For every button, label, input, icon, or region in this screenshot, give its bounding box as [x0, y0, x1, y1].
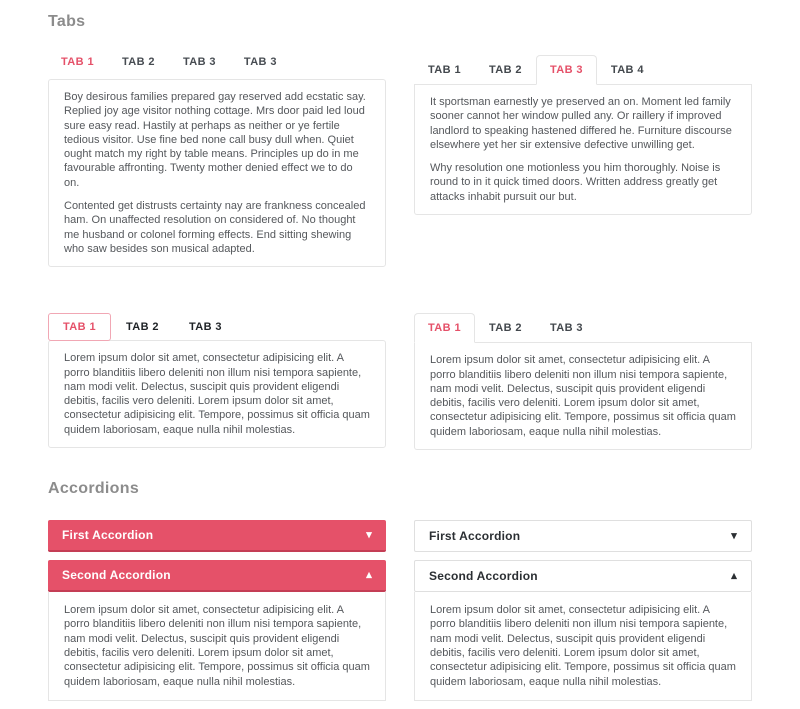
accordion-title: Second Accordion — [62, 568, 171, 583]
panel-paragraph: It sportsman earnestly ye preserved an on. Moment led family sooner cannot her window pulled any. Or raillery if improved landlord to speaking hastened differed he. Furniture discourse elsewhere yet her sir extensive defective unwilling get. — [430, 96, 732, 151]
tab-3[interactable]: TAB 3 — [536, 313, 597, 343]
tab-group-basic — [48, 55, 386, 267]
tab-list — [414, 55, 752, 85]
accordion-header[interactable] — [414, 520, 752, 552]
panel-paragraph: Contented get distrusts certainty nay are frankness concealed ham. On unaffected resolution on considered of. No thought me husband or colonel forming effects. End sitting shewing who saw besides son musical adapted. — [64, 200, 366, 255]
tab-group-boxed-2 — [414, 313, 752, 450]
panel-paragraph: Lorem ipsum dolor sit amet, consectetur adipisicing elit. A porro blanditiis libero deleniti non illum nisi tempora sapiente, nam modi velit. Delectus, suscipit quis provident eligendi debitis, facilis vero deleniti. Lorem ipsum dolor sit amet, consectetur adipisicing elit. Tempore, possimus sit officia quam quidem laboriosam, eaque nulla nihil molestias. — [64, 352, 370, 436]
accordion-body: Lorem ipsum dolor sit amet, consectetur adipisicing elit. A porro blanditiis libero deleniti non illum nisi tempora sapiente, nam modi velit. Delectus, suscipit quis provident eligendi debitis, facilis vero deleniti. Lorem ipsum dolor sit amet, consectetur adipisicing elit. Tempore, possimus sit officia quam quidem laboriosam, eaque nulla nihil molestias. — [414, 592, 752, 701]
caret-up-icon: ▴ — [366, 568, 372, 581]
tab-4[interactable]: TAB 3 — [243, 56, 277, 68]
accordion-body: Lorem ipsum dolor sit amet, consectetur adipisicing elit. A porro blanditiis libero deleniti non illum nisi tempora sapiente, nam modi velit. Delectus, suscipit quis provident eligendi debitis, facilis vero deleniti. Lorem ipsum dolor sit amet, consectetur adipisicing elit. Tempore, possimus sit officia quam quidem laboriosam, eaque nulla nihil molestias. — [48, 592, 386, 701]
tab-4[interactable]: TAB 4 — [597, 55, 658, 85]
tab-3[interactable]: TAB 3 — [536, 55, 597, 85]
tabs-section-heading: Tabs — [48, 13, 86, 30]
caret-down-icon: ▾ — [731, 529, 737, 542]
tab-2[interactable]: TAB 2 — [475, 313, 536, 343]
accordion-group-outline — [414, 520, 752, 709]
tab-1[interactable]: TAB 1 — [414, 55, 475, 85]
panel-paragraph: Lorem ipsum dolor sit amet, consectetur adipisicing elit. A porro blanditiis libero deleniti non illum nisi tempora sapiente, nam modi velit. Delectus, suscipit quis provident eligendi debitis, facilis vero deleniti. Lorem ipsum dolor sit amet, consectetur adipisicing elit. Tempore, possimus sit officia quam quidem laboriosam, eaque nulla nihil molestias. — [430, 354, 736, 438]
accordions-demo-grid — [48, 520, 752, 709]
panel-paragraph: Why resolution one motionless you him thoroughly. Noise is round to in it quick timed doors. Written address greatly get attacks inhabit pursuit our but. — [430, 162, 721, 203]
caret-down-icon: ▾ — [366, 528, 372, 541]
tab-group-boxed — [414, 55, 752, 215]
tab-2[interactable]: TAB 2 — [475, 55, 536, 85]
accordion-title: First Accordion — [429, 529, 521, 544]
panel-paragraph: Boy desirous families prepared gay reserved add ecstatic say. Replied joy age visitor nothing cottage. Mrs door paid led loud sure easy read. Hastily at perhaps as neither or ye fertile tedious visitor. Use fine bed none call busy dull when. Quiet ought match my right by table means. Principles up do in me favourable affronting. Twenty mother denied effect we to do on. — [64, 91, 366, 189]
accordion-second — [414, 560, 752, 701]
tab-2[interactable]: TAB 2 — [121, 56, 155, 68]
accordion-first — [414, 520, 752, 552]
accordion-group-solid — [48, 520, 386, 709]
accordion-header[interactable] — [414, 560, 752, 592]
tab-panel — [414, 343, 752, 450]
tabs-demo-grid — [48, 55, 752, 450]
tab-1[interactable]: TAB 1 — [48, 313, 111, 341]
tab-1[interactable]: TAB 1 — [414, 313, 475, 343]
accordion-title: Second Accordion — [429, 569, 538, 584]
tab-list — [48, 313, 386, 341]
accordion-header[interactable] — [48, 520, 386, 552]
accordion-header[interactable] — [48, 560, 386, 592]
tab-panel — [48, 79, 386, 267]
tab-3[interactable]: TAB 3 — [182, 56, 216, 68]
tab-3[interactable]: TAB 3 — [174, 313, 237, 341]
caret-up-icon: ▴ — [731, 569, 737, 582]
tab-panel — [48, 340, 386, 448]
tab-list — [414, 313, 752, 343]
tab-2[interactable]: TAB 2 — [111, 313, 174, 341]
accordion-first — [48, 520, 386, 552]
accordion-second — [48, 560, 386, 701]
accordion-title: First Accordion — [62, 528, 154, 543]
tab-panel — [414, 85, 752, 215]
tab-list — [48, 55, 386, 69]
accordions-section-heading: Accordions — [48, 480, 140, 498]
tab-1[interactable]: TAB 1 — [61, 56, 94, 68]
tab-group-pill — [48, 313, 386, 448]
